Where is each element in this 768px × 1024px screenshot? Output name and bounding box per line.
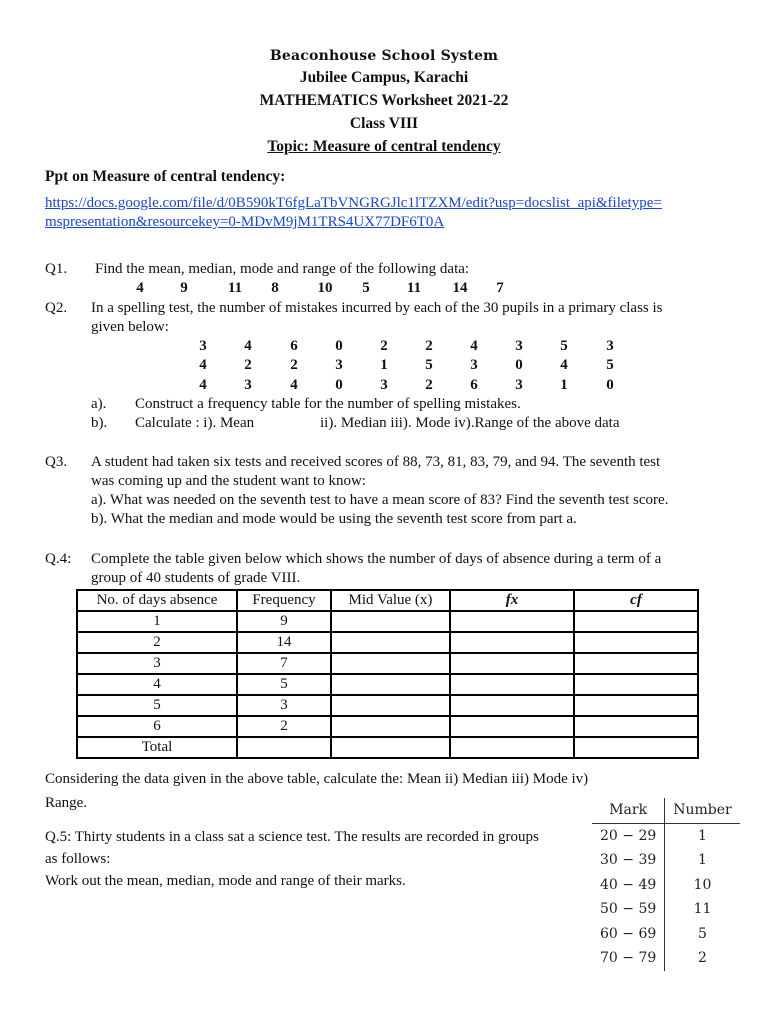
fx-cell[interactable] bbox=[450, 611, 574, 632]
q2-cell: 1 bbox=[380, 357, 388, 373]
mid-value-cell[interactable] bbox=[331, 632, 450, 653]
q1-value: 4 bbox=[136, 280, 144, 296]
topic-title: Topic: Measure of central tendency bbox=[267, 138, 501, 155]
mid-value-cell[interactable] bbox=[331, 653, 450, 674]
school-name: Beaconhouse School System bbox=[269, 48, 499, 64]
frequency-cell: 3 bbox=[237, 695, 331, 716]
class-label: Class VIII bbox=[349, 115, 419, 132]
campus-name: Jubilee Campus, Karachi bbox=[299, 69, 469, 86]
q2-cell: 5 bbox=[560, 338, 568, 354]
q4-after-line1: Considering the data given in the above table, calculate the: Mean ii) Median iii) Mode iv) bbox=[45, 771, 589, 787]
q2-cell: 4 bbox=[244, 338, 252, 354]
cf-cell[interactable] bbox=[574, 716, 698, 737]
table-row bbox=[592, 922, 740, 947]
q5-line2: as follows: bbox=[45, 851, 111, 867]
q2-part-a-label: a). bbox=[91, 396, 107, 412]
mid-value-cell[interactable] bbox=[331, 695, 450, 716]
q2-cell: 3 bbox=[515, 338, 523, 354]
table-row bbox=[77, 716, 698, 737]
table-row bbox=[77, 632, 698, 653]
q1-value: 11 bbox=[227, 280, 243, 296]
q2-cell: 0 bbox=[606, 377, 614, 393]
cf-cell[interactable] bbox=[574, 674, 698, 695]
worksheet-title: MATHEMATICS Worksheet 2021-22 bbox=[259, 92, 509, 109]
marks-table bbox=[592, 798, 740, 971]
q4-label: Q.4: bbox=[45, 551, 72, 567]
q1-label: Q1. bbox=[45, 261, 68, 277]
q2-cell: 3 bbox=[244, 377, 252, 393]
table-row bbox=[592, 823, 740, 848]
number-cell: 2 bbox=[698, 950, 707, 967]
col-header-mid-value: Mid Value (x) bbox=[331, 590, 450, 611]
q5-line3: Work out the mean, median, mode and range of their marks. bbox=[45, 873, 406, 889]
total-cf-cell[interactable] bbox=[574, 737, 698, 758]
q1-value: 5 bbox=[362, 280, 370, 296]
mark-range-cell: 50 − 59 bbox=[592, 897, 665, 922]
q2-line2: given below: bbox=[91, 319, 169, 335]
number-cell: 11 bbox=[693, 901, 712, 918]
total-row bbox=[77, 737, 698, 758]
frequency-cell: 5 bbox=[237, 674, 331, 695]
col-header-fx: fx bbox=[450, 590, 574, 611]
cf-cell[interactable] bbox=[574, 611, 698, 632]
q2-cell: 6 bbox=[470, 377, 478, 393]
ppt-link-line2[interactable]: mspresentation&resourcekey=0-MDvM9jM1TRS4UX77DF6T0A bbox=[45, 214, 445, 230]
q2-cell: 6 bbox=[290, 338, 298, 354]
mid-value-cell[interactable] bbox=[331, 674, 450, 695]
q2-cell: 2 bbox=[244, 357, 252, 373]
q2-cell: 5 bbox=[425, 357, 433, 373]
mark-range-cell: 70 − 79 bbox=[592, 946, 665, 971]
days-cell: 3 bbox=[77, 653, 237, 674]
table-row bbox=[77, 611, 698, 632]
q1-value: 7 bbox=[496, 280, 504, 296]
q2-cell: 3 bbox=[335, 357, 343, 373]
mark-range-cell: 30 − 39 bbox=[592, 848, 665, 873]
total-fx-cell[interactable] bbox=[450, 737, 574, 758]
frequency-cell: 7 bbox=[237, 653, 331, 674]
q2-cell: 2 bbox=[425, 377, 433, 393]
q2-cell: 2 bbox=[425, 338, 433, 354]
q4-after-line2: Range. bbox=[45, 795, 88, 811]
fx-cell[interactable] bbox=[450, 716, 574, 737]
table-row bbox=[592, 897, 740, 922]
q2-cell: 3 bbox=[606, 338, 614, 354]
mark-range-cell: 60 − 69 bbox=[592, 922, 665, 947]
q2-cell: 3 bbox=[515, 377, 523, 393]
col-header-number: Number bbox=[665, 798, 740, 823]
cf-cell[interactable] bbox=[574, 653, 698, 674]
number-cell: 10 bbox=[693, 876, 712, 893]
q2-cell: 4 bbox=[199, 377, 207, 393]
q1-text: Find the mean, median, mode and range of the following data: bbox=[95, 261, 470, 277]
q2-cell: 0 bbox=[515, 357, 523, 373]
fx-cell[interactable] bbox=[450, 674, 574, 695]
mid-value-cell[interactable] bbox=[331, 716, 450, 737]
frequency-cell: 2 bbox=[237, 716, 331, 737]
days-cell: 1 bbox=[77, 611, 237, 632]
total-mid-value-cell[interactable] bbox=[331, 737, 450, 758]
q2-cell: 5 bbox=[606, 357, 614, 373]
q3-line3: a). What was needed on the seventh test to have a mean score of 83? Find the seventh test score. bbox=[91, 492, 669, 508]
frequency-cell: 14 bbox=[237, 632, 331, 653]
fx-cell[interactable] bbox=[450, 632, 574, 653]
q2-cell: 0 bbox=[335, 338, 343, 354]
q2-cell: 3 bbox=[199, 338, 207, 354]
total-frequency-cell[interactable] bbox=[237, 737, 331, 758]
absence-table bbox=[76, 589, 699, 759]
table-row bbox=[77, 674, 698, 695]
q4-line2: group of 40 students of grade VIII. bbox=[91, 570, 301, 586]
marks-table-header bbox=[592, 798, 740, 823]
mid-value-cell[interactable] bbox=[331, 611, 450, 632]
col-header-cf: cf bbox=[574, 590, 698, 611]
q2-part-b-text-cont: ii). Median iii). Mode iv).Range of the above data bbox=[320, 415, 620, 431]
q3-line4: b). What the median and mode would be using the seventh test score from part a. bbox=[91, 511, 577, 527]
q2-part-b-text: Calculate : i). Mean bbox=[135, 415, 255, 431]
number-cell: 5 bbox=[698, 925, 707, 942]
fx-cell[interactable] bbox=[450, 695, 574, 716]
frequency-cell: 9 bbox=[237, 611, 331, 632]
number-cell: 1 bbox=[698, 852, 707, 869]
days-cell: 4 bbox=[77, 674, 237, 695]
table-row bbox=[592, 848, 740, 873]
mark-range-cell: 20 − 29 bbox=[592, 823, 665, 848]
col-header-days: No. of days absence bbox=[77, 590, 237, 611]
fx-cell[interactable] bbox=[450, 653, 574, 674]
q2-cell: 4 bbox=[470, 338, 478, 354]
q2-line1: In a spelling test, the number of mistakes incurred by each of the 30 pupils in a primary class is bbox=[91, 300, 663, 316]
total-label: Total bbox=[77, 737, 237, 758]
number-cell: 1 bbox=[698, 827, 707, 844]
col-header-frequency: Frequency bbox=[237, 590, 331, 611]
q5-line1: Q.5: Thirty students in a class sat a science test. The results are recorded in groups bbox=[45, 829, 539, 845]
q2-cell: 2 bbox=[380, 338, 388, 354]
q2-cell: 1 bbox=[560, 377, 568, 393]
table-row bbox=[77, 695, 698, 716]
col-header-mark: Mark bbox=[592, 798, 665, 823]
mark-range-cell: 40 − 49 bbox=[592, 873, 665, 898]
q1-value: 14 bbox=[452, 280, 468, 296]
q2-cell: 4 bbox=[199, 357, 207, 373]
q2-part-a-text: Construct a frequency table for the number of spelling mistakes. bbox=[135, 396, 521, 412]
q1-value: 8 bbox=[271, 280, 279, 296]
ppt-heading: Ppt on Measure of central tendency: bbox=[45, 168, 286, 185]
table-row bbox=[592, 946, 740, 971]
days-cell: 5 bbox=[77, 695, 237, 716]
q2-part-b-label: b). bbox=[91, 415, 108, 431]
table-row bbox=[77, 653, 698, 674]
q2-cell: 2 bbox=[290, 357, 298, 373]
q3-line2: was coming up and the student want to know: bbox=[91, 473, 366, 489]
absence-table-header bbox=[77, 590, 698, 611]
ppt-link-line1[interactable]: https://docs.google.com/file/d/0B590kT6fgLaTbVNGRGJlc1lTZXM/edit?usp=docslist_api&filetype= bbox=[45, 195, 662, 211]
cf-cell[interactable] bbox=[574, 695, 698, 716]
q2-cell: 4 bbox=[560, 357, 568, 373]
cf-cell[interactable] bbox=[574, 632, 698, 653]
q2-cell: 3 bbox=[470, 357, 478, 373]
q3-label: Q3. bbox=[45, 454, 68, 470]
q1-value: 10 bbox=[317, 280, 333, 296]
q2-cell: 3 bbox=[380, 377, 388, 393]
days-cell: 6 bbox=[77, 716, 237, 737]
table-row bbox=[592, 873, 740, 898]
q2-cell: 0 bbox=[335, 377, 343, 393]
q3-line1: A student had taken six tests and received scores of 88, 73, 81, 83, 79, and 94. The seventh test bbox=[91, 454, 661, 470]
days-cell: 2 bbox=[77, 632, 237, 653]
q2-cell: 4 bbox=[290, 377, 298, 393]
q1-value: 11 bbox=[406, 280, 422, 296]
q1-value: 9 bbox=[180, 280, 188, 296]
q2-label: Q2. bbox=[45, 300, 68, 316]
q4-line1: Complete the table given below which shows the number of days of absence during a term of a bbox=[91, 551, 662, 567]
